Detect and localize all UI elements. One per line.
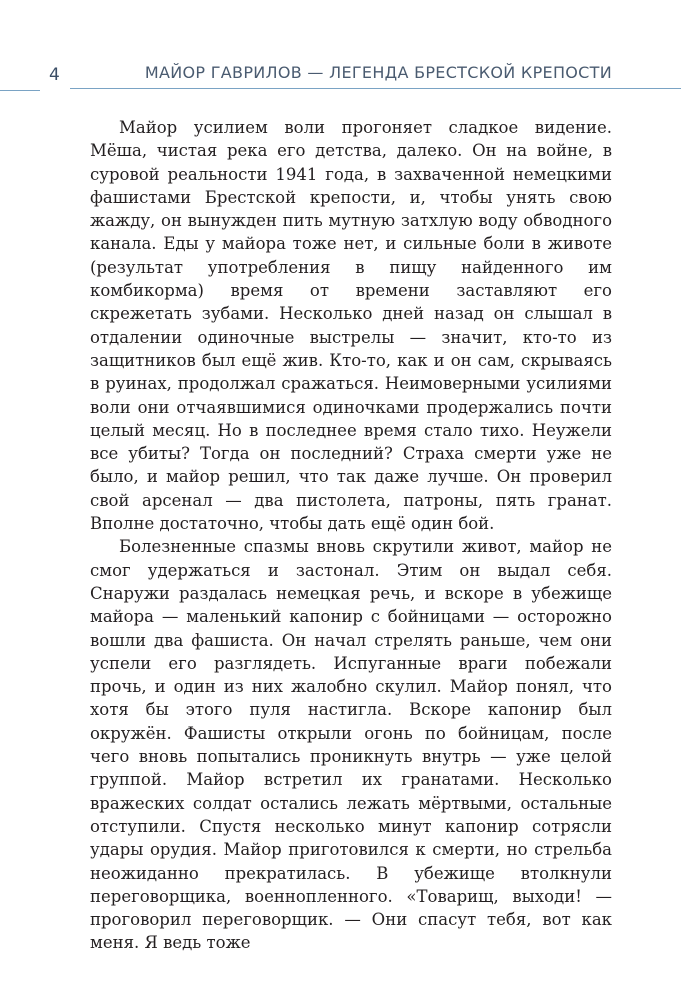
paragraph: Майор усилием воли прогоняет сладкое видение. Мёша, чистая река его детства, далеко. Он на войне, в суровой реальности 1941 года, в захваченной немецкими фашистами Брестской крепости, и, чтобы унять свою жажду, он вынужден пить мутную затхлую воду обводного канала. Еды у майора тоже нет, и сильные боли в животе (результат употребления в пищу найденного им комбикорма) время от времени заставляют его скрежетать зубами. Несколько дней назад он слышал в отдалении одиночные выстрелы — значит, кто-то из защитников был ещё жив. Кто-то, как и он сам, скрываясь в руинах, продолжал сражаться. Неимоверными усилиями воли они отчаявшимися одиночками продержались почти целый месяц. Но в последнее время стало тихо. Неужели все убиты? Тогда он последний? Страха смерти уже не было, и майор решил, что так даже лучше. Он проверил свой арсенал — два пистолета, патроны, пять гранат. Вполне достаточно, чтобы дать ещё один бой. (90, 118, 612, 534)
header-rule (70, 88, 681, 89)
header-rule-left (0, 90, 40, 91)
running-title: МАЙОР ГАВРИЛОВ — ЛЕГЕНДА БРЕСТСКОЙ КРЕПОСТИ (144, 63, 612, 82)
page-number: 4 (49, 65, 60, 85)
body-text (90, 116, 612, 955)
paragraph: Болезненные спазмы вновь скрутили живот, майор не смог удержаться и застонал. Этим он выдал себя. Снаружи раздалась немецкая речь, и вскоре в убежище майора — маленький капонир с бойницами — осторожно вошли два фашиста. Он начал стрелять раньше, чем они успели его разглядеть. Испуганные враги побежали прочь, и один из них жалобно скулил. Майор понял, что хотя бы этого пуля настигла. Вскоре капонир был окружён. Фашисты открыли огонь по бойницам, после чего вновь попытались проникнуть внутрь — уже целой группой. Майор встретил их гранатами. Несколько вражеских солдат остались лежать мёртвыми, остальные отступили. Спустя несколько минут капонир сотрясли удары орудия. Майор приготовился к смерти, но стрельба неожиданно прекратилась. В убежище втолкнули переговорщика, военнопленного. «Товарищ, выходи! — проговорил переговорщик. — Они спасут тебя, вот как меня. Я ведь тоже (90, 537, 612, 953)
